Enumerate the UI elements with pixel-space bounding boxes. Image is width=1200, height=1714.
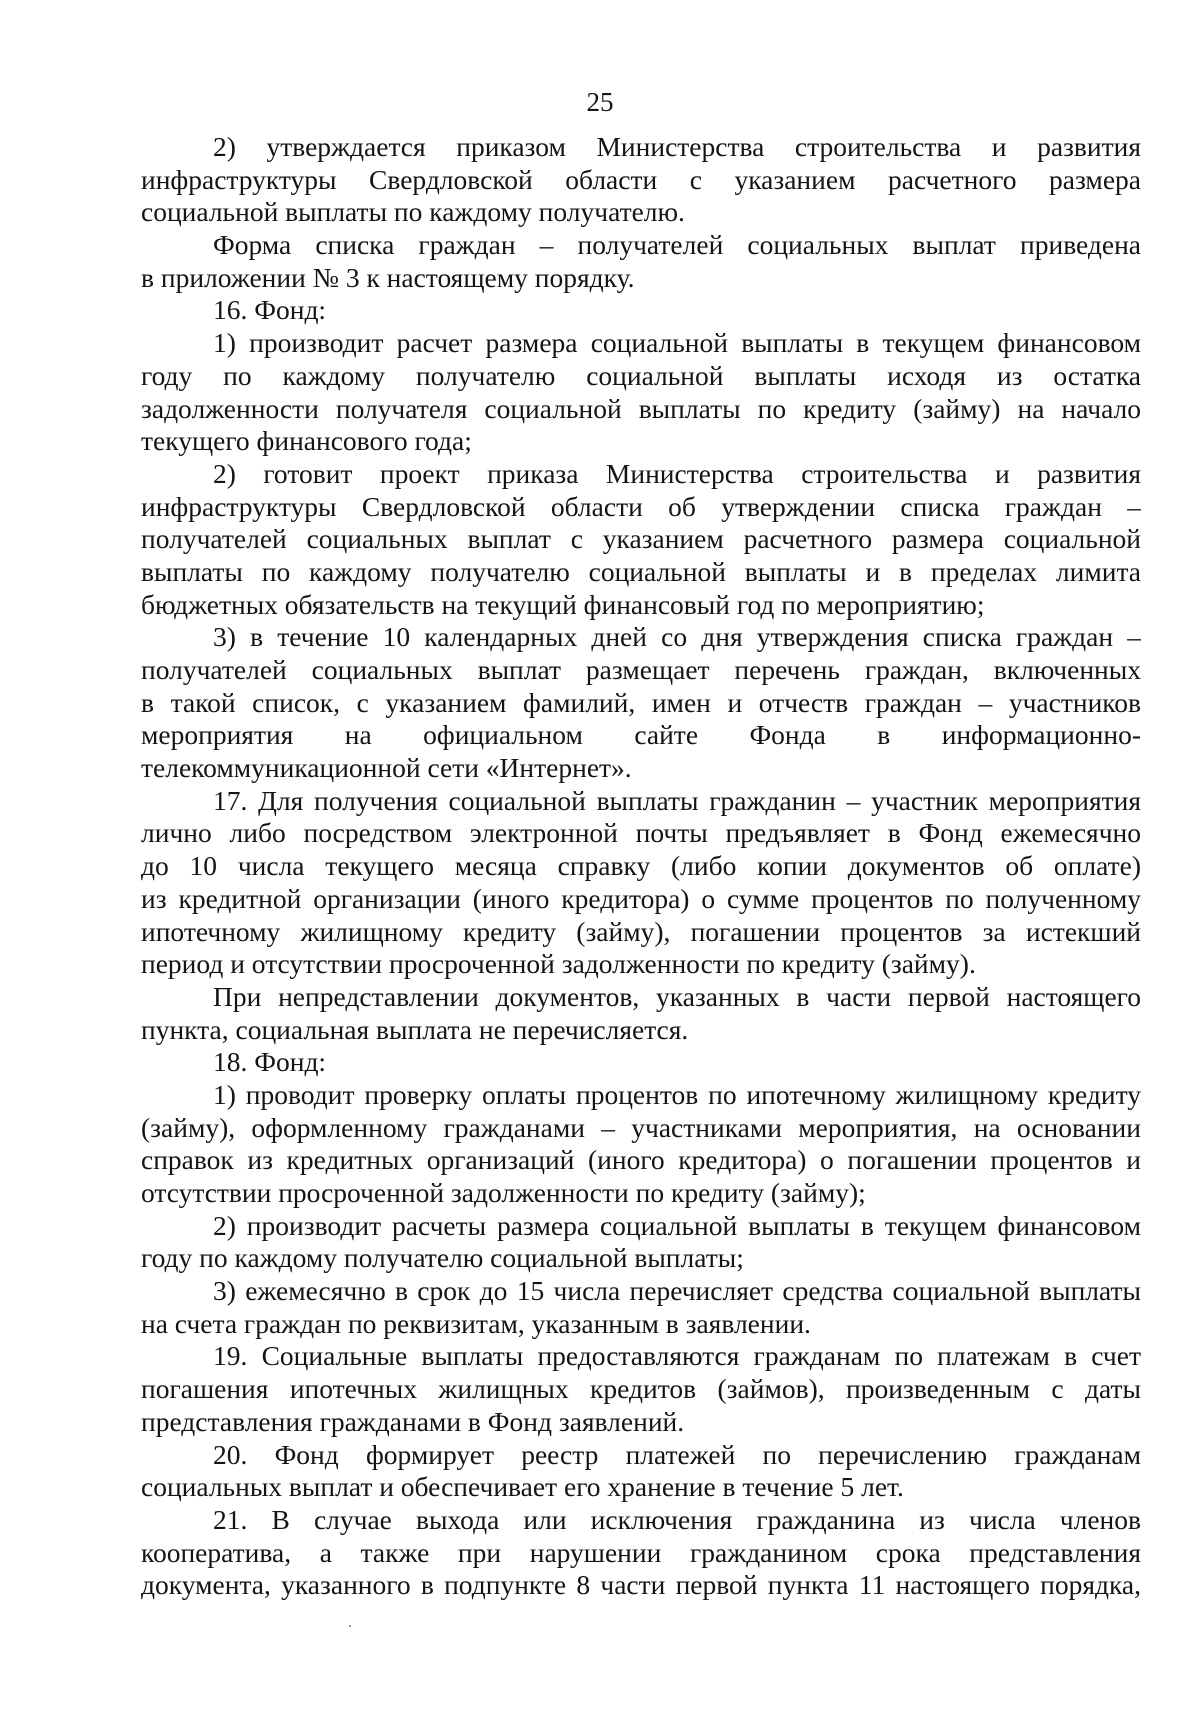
- text-line: в приложении № 3 к настоящему порядку.: [141, 261, 635, 293]
- text-line: инфраструктуры Свердловской области об утверждении списка граждан –: [141, 490, 1141, 522]
- text-line: справок из кредитных организаций (иного кредитора) о погашении процентов и: [141, 1144, 1141, 1176]
- text-line: 21. В случае выхода или исключения гражданина из числа членов: [213, 1503, 1141, 1535]
- text-line: задолженности получателя социальной выплаты по кредиту (займу) на начало: [141, 392, 1141, 424]
- text-line: Форма списка граждан – получателей социальных выплат приведена: [213, 229, 1141, 261]
- text-line: на счета граждан по реквизитам, указанным в заявлении.: [141, 1307, 811, 1339]
- text-line: выплаты по каждому получателю социальной выплаты и в пределах лимита: [141, 555, 1141, 587]
- text-line: телекоммуникационной сети «Интернет».: [141, 752, 632, 784]
- text-line: При непредставлении документов, указанных в части первой настоящего: [213, 980, 1141, 1012]
- text-line: 18. Фонд:: [213, 1046, 327, 1078]
- text-line: 1) производит расчет размера социальной выплаты в текущем финансовом: [213, 327, 1141, 359]
- text-line: году по каждому получателю социальной выплаты;: [141, 1242, 744, 1274]
- text-line: до 10 числа текущего месяца справку (либо копии документов об оплате): [141, 850, 1141, 882]
- text-line: ипотечному жилищному кредиту (займу), погашении процентов за истекший: [141, 915, 1141, 947]
- text-line: инфраструктуры Свердловской области с указанием расчетного размера: [141, 163, 1141, 195]
- text-line: 19. Социальные выплаты предоставляются гражданам по платежам в счет: [213, 1340, 1141, 1372]
- text-line: пункта, социальная выплата не перечисляется.: [141, 1013, 689, 1045]
- page-number: 25: [586, 87, 614, 117]
- text-line: кооператива, а также при нарушении гражданином срока представления: [141, 1536, 1141, 1568]
- text-line: 16. Фонд:: [213, 294, 327, 326]
- text-line: документа, указанного в подпункте 8 части первой пункта 11 настоящего порядка,: [141, 1569, 1141, 1601]
- text-line: бюджетных обязательств на текущий финансовый год по мероприятию;: [141, 588, 985, 620]
- text-line: социальной выплаты по каждому получателю.: [141, 196, 685, 228]
- text-line: получателей социальных выплат с указанием расчетного размера социальной: [141, 523, 1141, 555]
- text-line: 3) в течение 10 календарных дней со дня утверждения списка граждан –: [213, 621, 1141, 653]
- text-line: 2) производит расчеты размера социальной выплаты в текущем финансовом: [213, 1209, 1141, 1241]
- text-line: 2) утверждается приказом Министерства строительства и развития: [213, 131, 1141, 162]
- text-line: 3) ежемесячно в срок до 15 числа перечисляет средства социальной выплаты: [213, 1275, 1141, 1307]
- document-body: [141, 131, 1141, 1602]
- text-line: 2) готовит проект приказа Министерства строительства и развития: [213, 457, 1141, 489]
- text-line: лично либо посредством электронной почты предъявляет в Фонд ежемесячно: [141, 817, 1141, 849]
- text-line: 20. Фонд формирует реестр платежей по перечислению гражданам: [213, 1438, 1141, 1470]
- text-line: получателей социальных выплат размещает перечень граждан, включенных: [141, 654, 1141, 685]
- scan-speck: [349, 1625, 351, 1627]
- text-line: представления гражданами в Фонд заявлений.: [141, 1405, 685, 1437]
- text-line: период и отсутствии просроченной задолженности по кредиту (займу).: [141, 948, 976, 980]
- text-line: социальных выплат и обеспечивает его хранение в течение 5 лет.: [141, 1471, 904, 1503]
- text-line: (займу), оформленному гражданами – участниками мероприятия, на основании: [141, 1111, 1141, 1143]
- text-line: 17. Для получения социальной выплаты гражданин – участник мероприятия: [213, 784, 1141, 816]
- text-line: мероприятия на официальном сайте Фонда в информационно-: [141, 719, 1141, 751]
- text-line: году по каждому получателю социальной выплаты исходя из остатка: [141, 359, 1141, 391]
- text-line: в такой список, с указанием фамилий, имен и отчеств граждан – участников: [141, 686, 1141, 718]
- text-line: отсутствии просроченной задолженности по кредиту (займу);: [141, 1177, 866, 1208]
- text-line: 1) проводит проверку оплаты процентов по ипотечному жилищному кредиту: [213, 1078, 1141, 1110]
- text-line: из кредитной организации (иного кредитора) о сумме процентов по полученному: [141, 882, 1141, 914]
- text-line: погашения ипотечных жилищных кредитов (займов), произведенным с даты: [141, 1373, 1141, 1405]
- text-line: текущего финансового года;: [141, 425, 472, 457]
